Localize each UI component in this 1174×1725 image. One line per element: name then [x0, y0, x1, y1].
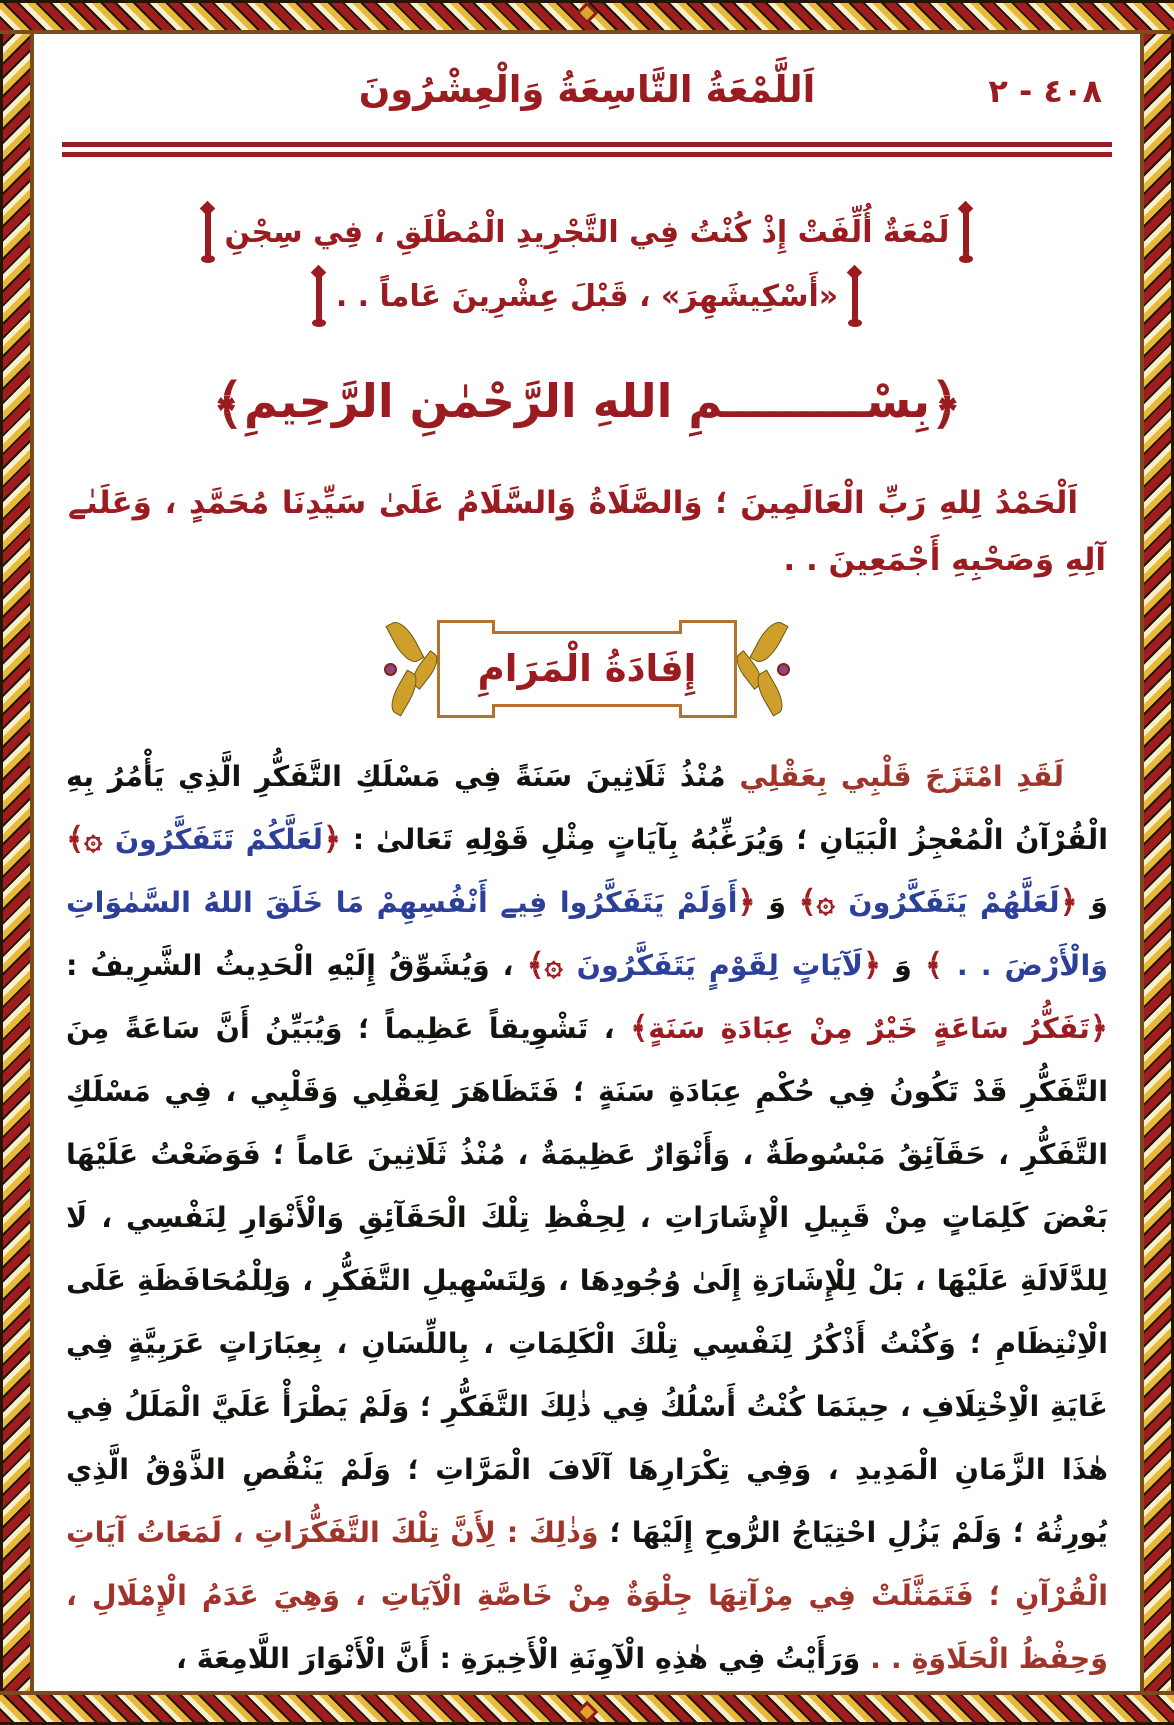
page-header — [62, 68, 1112, 126]
quote-bracket-icon: ﴿ — [737, 883, 756, 920]
petal — [751, 669, 789, 716]
subtitle-text-2: «أَسْكِيشَهِرَ» ، قَبْلَ عِشْرِينَ عَاماً . . — [335, 279, 839, 314]
basmala-ornament-icon: ﴾ — [212, 372, 244, 436]
bud — [384, 663, 397, 676]
quote-bracket-icon: ﴾ — [924, 946, 957, 983]
body-paragraph — [66, 745, 1108, 1690]
opening-praise: اَلْحَمْدُ لِلهِ رَبِّ الْعَالَمِينَ ؛ وَالصَّلَاةُ وَالسَّلَامُ عَلَىٰ سَيِّدِنَا مُحَمَّدٍ ، وَعَلَىٰے آلِهِ وَصَحْبِهِ أَجْمَعِينَ . . — [68, 484, 1106, 578]
floral-flourish-icon — [373, 617, 437, 721]
quran-quote-3: أَوَلَمْ يَتَفَكَّرُوا فِيے أَنْفُسِهِمْ مَا خَلَقَ اللهُ السَّمٰوَاتِ وَالْأَرْضَ . . — [66, 885, 1108, 982]
quote-bracket-icon: ۞﴾ — [526, 946, 577, 983]
ornamental-border-left — [0, 0, 34, 1725]
body-text-2: وَ — [1077, 885, 1109, 919]
ornate-bracket-icon — [205, 212, 211, 256]
quran-quote-4: لَآيَاتٍ لِقَوْمٍ يَتَفَكَّرُونَ — [576, 948, 864, 982]
ornate-bracket-icon — [963, 212, 969, 256]
emphasis-red-passage: وَذٰلِكَ : لِأَنَّ تِلْكَ التَّفَكُّرَاتِ ، لَمَعَاتُ آيَاتِ الْقُرْآنِ ؛ فَتَمَثَّلَتْ فِي مِرْآتِهَا جِلْوَةٌ مِنْ خَاصَّةِ الْآيَاتِ ، وَهِيَ عَدَمُ الْإِمْلَالِ ، وَحِفْظُ الْحَلَاوَةِ . . — [66, 1515, 1108, 1675]
divider-line-top — [62, 142, 1112, 147]
section-title: إِفَادَةُ الْمَرَامِ — [477, 647, 697, 690]
intro-phrase: لَقَدِ امْتَزَجَ قَلْبِي بِعَقْلِي — [739, 759, 1065, 793]
section-title-frame — [437, 620, 737, 718]
subtitle-block — [62, 201, 1112, 329]
subtitle-line-2 — [62, 265, 1112, 329]
quote-bracket-icon: ﴿ — [323, 820, 342, 857]
body-text-6: ، تَشْوِيقاً عَظِيماً ؛ وَيُبَيِّنُ أَنَّ سَاعَةً مِنَ التَّفَكُّرِ قَدْ تَكُونُ فِي حُكْمِ عِبَادَةِ سَنَةٍ ؛ فَتَظَاهَرَ لِعَقْلِي وَقَلْبِي ، فِي مَسْلَكِ التَّفَكُّرِ ، حَقَآئِقُ مَبْسُوطَةٌ ، وَأَنْوَارٌ عَظِيمَةٌ ، مُنْذُ ثَلَاثِينَ عَاماً ؛ فَوَضَعْتُ عَلَيْهَا بَعْضَ كَلِمَاتٍ مِنْ قَبِيلِ الْإِشَارَاتِ ، لِحِفْظِ تِلْكَ الْحَقَآئِقِ وَالْأَنْوَارِ لِنَفْسِي ، لَا لِلدَّلَالَةِ عَلَيْهَا ، بَلْ لِلْإِشَارَةِ إِلَىٰ وُجُودِهَا ، وَلِتَسْهِيلِ التَّفَكُّرِ ، وَلِلْمُحَافَظَةِ عَلَى الْاِنْتِظَامِ ؛ وَكُنْتُ أَذْكُرُ لِنَفْسِي تِلْكَ الْكَلِمَاتِ ، بِاللِّسَانِ ، بِعِبَارَاتٍ عَرَبِيَّةٍ فِي غَايَةِ الْاِخْتِلَافِ ، حِينَمَا كُنْتُ أَسْلُكُ فِي ذٰلِكَ التَّفَكُّرِ ؛ وَلَمْ يَطْرَأْ عَلَيَّ الْمَلَلُ فِي هٰذَا الزَّمَانِ الْمَدِيدِ ، وَفِي تِكْرَارِهَا آلَافَ الْمَرَّاتِ ؛ وَلَمْ يَنْقُصِ الذَّوْقُ الَّذِي يُورِثُهُ ؛ وَلَمْ يَزُلِ احْتِيَاجُ الرُّوحِ إِلَيْهَا ؛ — [66, 1011, 1109, 1549]
bud — [777, 663, 790, 676]
divider-line-bottom — [62, 152, 1112, 157]
quran-quote-1: لَعَلَّكُمْ تَتَفَكَّرُونَ — [114, 822, 323, 856]
ornamental-border-right — [1140, 0, 1174, 1725]
ornate-bracket-icon — [852, 276, 858, 320]
quote-bracket-icon: ﴿ — [1059, 883, 1078, 920]
hadith-quote: تَفَكُّرُ سَاعَةٍ خَيْرٌ مِنْ عِبَادَةِ سَنَةٍ — [648, 1011, 1090, 1045]
body-text-4: وَ — [881, 948, 925, 982]
body-text-5: ، وَيُشَوِّقُ إِلَيْهِ الْحَدِيثُ الشَّرِيفُ : — [66, 948, 527, 982]
section-ornament — [62, 611, 1112, 727]
page-content — [34, 34, 1140, 1691]
petal — [749, 616, 788, 666]
quran-quote-2: لَعَلَّهُمْ يَتَفَكَّرُونَ — [848, 885, 1060, 919]
page-number: ٤٠٨ - ٢ — [988, 72, 1102, 110]
header-divider — [62, 142, 1112, 157]
quote-bracket-icon: ۞﴾ — [66, 820, 115, 857]
subtitle-line-1 — [62, 201, 1112, 265]
body-text-3: وَ — [755, 885, 799, 919]
petal — [385, 616, 424, 666]
basmala-ornament-icon: ﴿ — [930, 372, 962, 436]
page-title: اَللَّمْعَةُ التَّاسِعَةُ وَالْعِشْرُونَ — [358, 68, 816, 111]
subtitle-text-1: لَمْعَةٌ أُلِّفَتْ إِذْ كُنْتُ فِي التَّجْرِيدِ الْمُطْلَقِ ، فِي سِجْنِ — [224, 215, 950, 250]
quote-bracket-icon: ﴿ — [1089, 1009, 1108, 1046]
quote-bracket-icon: ﴾ — [630, 1009, 649, 1046]
body-text-1: مُنْذُ ثَلَاثِينَ سَنَةً فِي مَسْلَكِ التَّفَكُّرِ الَّذِي يَأْمُرُ بِهِ الْقُرْآنُ الْمُعْجِزُ الْبَيَانِ ؛ وَيُرَغِّبُهُ بِآيَاتٍ مِثْلِ قَوْلِهِ تَعَالىٰ : — [66, 759, 1108, 856]
floral-flourish-icon — [737, 617, 801, 721]
quote-bracket-icon: ۞﴾ — [798, 883, 849, 920]
basmala-text: بِسْـــــــــمِ اللهِ الرَّحْمٰنِ الرَّحِيمِ — [243, 374, 931, 428]
body-text-7: وَرَأَيْتُ فِي هٰذِهِ الْآوِنَةِ الْأَخِيرَةِ : أَنَّ الْأَنْوَارَ اللَّامِعَةَ ، — [175, 1641, 861, 1675]
basmala-calligraphy — [62, 355, 1112, 451]
quote-bracket-icon: ﴿ — [863, 946, 882, 983]
ornate-bracket-icon — [316, 276, 322, 320]
